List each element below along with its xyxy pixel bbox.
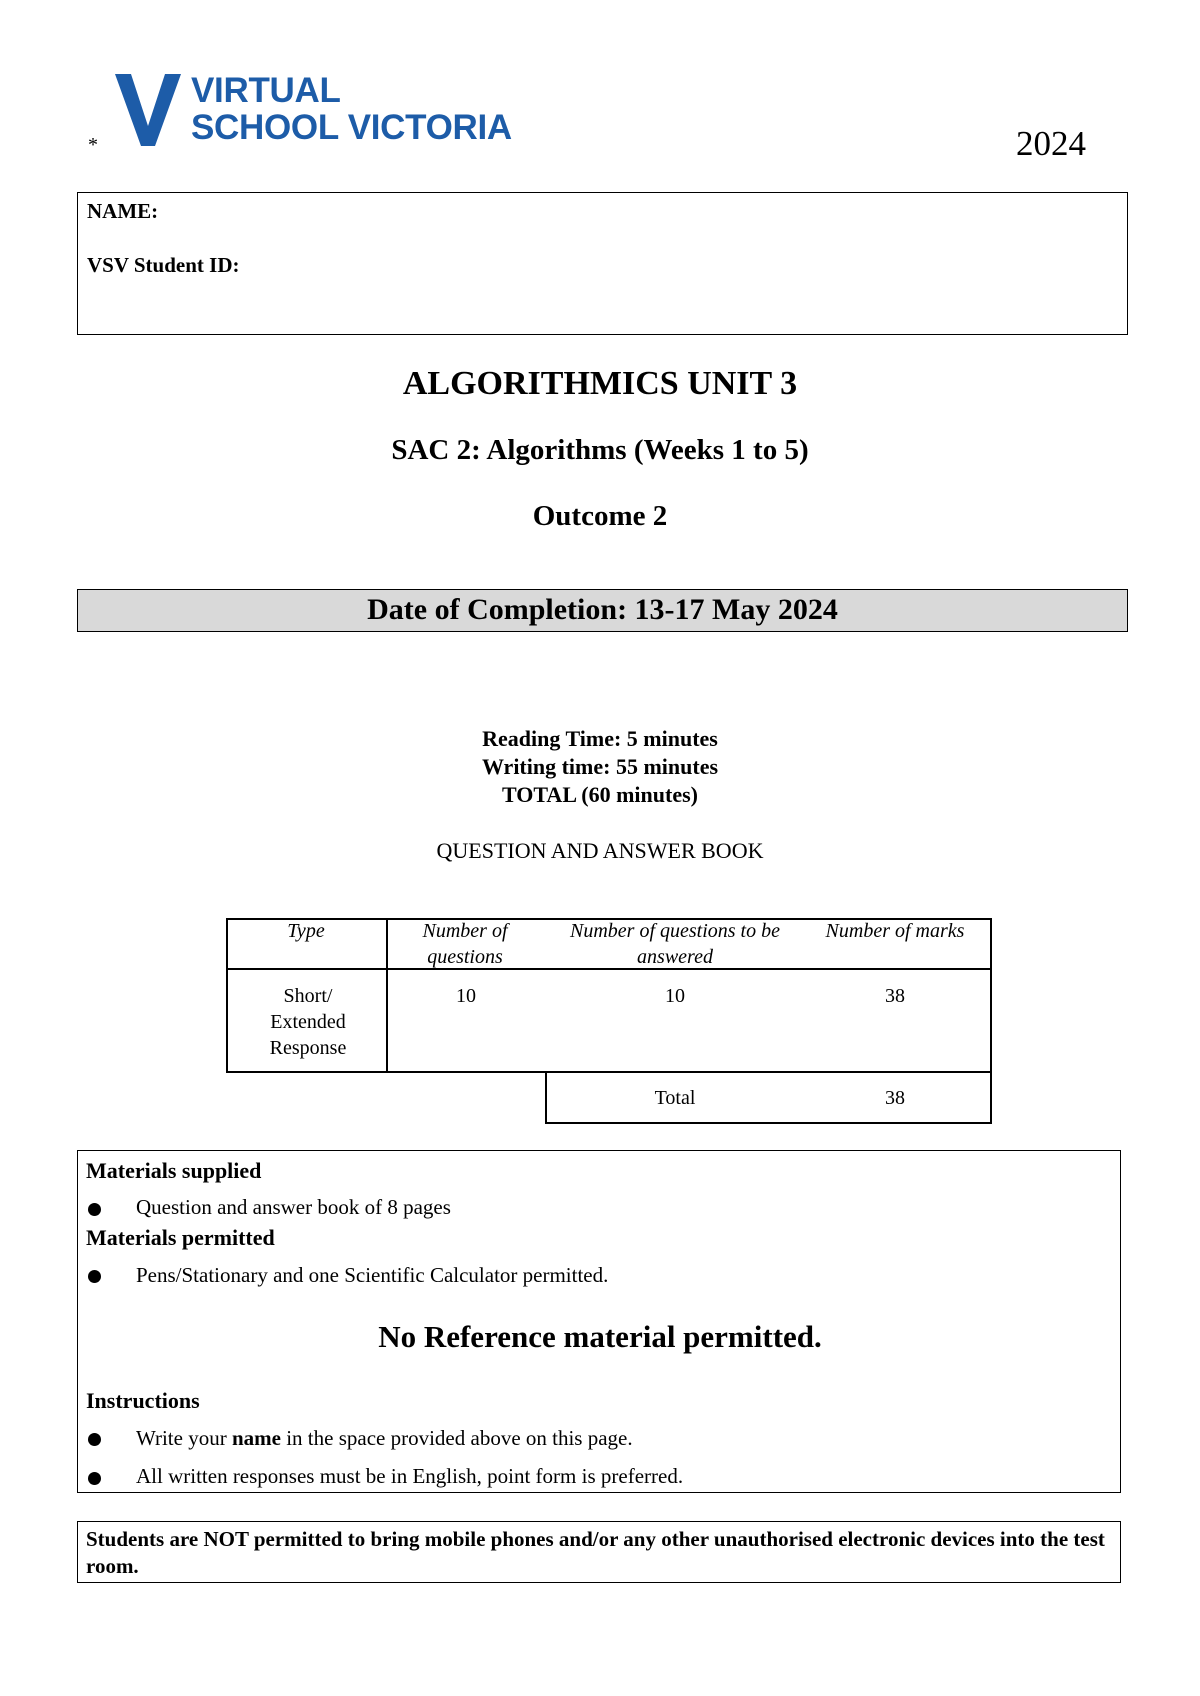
materials-supplied-item: Question and answer book of 8 pages bbox=[136, 1195, 451, 1219]
subject-title: ALGORITHMICS UNIT 3 bbox=[402, 365, 798, 402]
student-id-label: VSV Student ID: bbox=[87, 253, 240, 277]
bullet-icon bbox=[88, 1270, 101, 1283]
outcome-title: Outcome 2 bbox=[532, 500, 668, 532]
sac-title: SAC 2: Algorithms (Weeks 1 to 5) bbox=[391, 434, 809, 466]
materials-box bbox=[77, 1150, 1121, 1493]
timing-block bbox=[0, 725, 1200, 809]
instruction-1-post: in the space provided above on this page. bbox=[280, 1426, 633, 1450]
date-of-completion-banner: Date of Completion: 13-17 May 2024 bbox=[77, 589, 1128, 632]
year-label: 2024 bbox=[1016, 124, 1086, 163]
table-total-label: Total bbox=[654, 1087, 696, 1109]
reading-time: Reading Time: 5 minutes bbox=[482, 726, 718, 751]
logo-wordmark bbox=[191, 72, 512, 146]
logo-line-1: VIRTUAL bbox=[191, 71, 341, 110]
table-header-num-questions: Number of questions bbox=[422, 920, 508, 968]
table-cell-num-questions: 10 bbox=[456, 985, 476, 1007]
materials-permitted-heading: Materials permitted bbox=[86, 1225, 275, 1250]
total-time: TOTAL (60 minutes) bbox=[502, 782, 698, 807]
table-total-marks: 38 bbox=[885, 1087, 905, 1109]
school-logo bbox=[115, 72, 555, 152]
instruction-item-2: All written responses must be in English, point form is preferred. bbox=[136, 1464, 684, 1488]
table-header-to-answer: Number of questions to be answered bbox=[570, 920, 780, 968]
bullet-icon bbox=[88, 1203, 101, 1216]
instructions-heading: Instructions bbox=[86, 1388, 200, 1413]
asterisk-mark: * bbox=[88, 134, 98, 156]
logo-line-2: SCHOOL VICTORIA bbox=[191, 108, 512, 147]
table-header-marks: Number of marks bbox=[825, 920, 965, 942]
bullet-icon bbox=[88, 1472, 101, 1485]
writing-time: Writing time: 55 minutes bbox=[481, 754, 719, 779]
table-cell-marks: 38 bbox=[885, 985, 905, 1007]
table-cell-type: Short/ Extended Response bbox=[269, 985, 347, 1059]
student-details-box bbox=[77, 192, 1128, 335]
vsv-logo-mark-icon bbox=[115, 74, 181, 146]
devices-warning-box: Students are NOT permitted to bring mobile phones and/or any other unauthorised electronic devices into the test room. bbox=[77, 1521, 1121, 1583]
materials-permitted-item: Pens/Stationary and one Scientific Calculator permitted. bbox=[136, 1263, 609, 1287]
materials-supplied-heading: Materials supplied bbox=[86, 1158, 262, 1183]
table-header-type: Type bbox=[287, 920, 325, 942]
table-border bbox=[545, 1122, 992, 1124]
instruction-1-bold: name bbox=[231, 1426, 281, 1450]
instruction-1-pre: Write your bbox=[136, 1426, 232, 1450]
table-border bbox=[226, 1071, 992, 1073]
table-cell-to-answer: 10 bbox=[665, 985, 685, 1007]
table-border bbox=[990, 918, 992, 1124]
book-label: QUESTION AND ANSWER BOOK bbox=[436, 838, 764, 863]
name-label: NAME: bbox=[87, 199, 159, 223]
no-reference-notice: No Reference material permitted. bbox=[378, 1319, 822, 1354]
instruction-item-1 bbox=[136, 1426, 633, 1451]
bullet-icon bbox=[88, 1433, 101, 1446]
table-border bbox=[545, 1071, 547, 1124]
